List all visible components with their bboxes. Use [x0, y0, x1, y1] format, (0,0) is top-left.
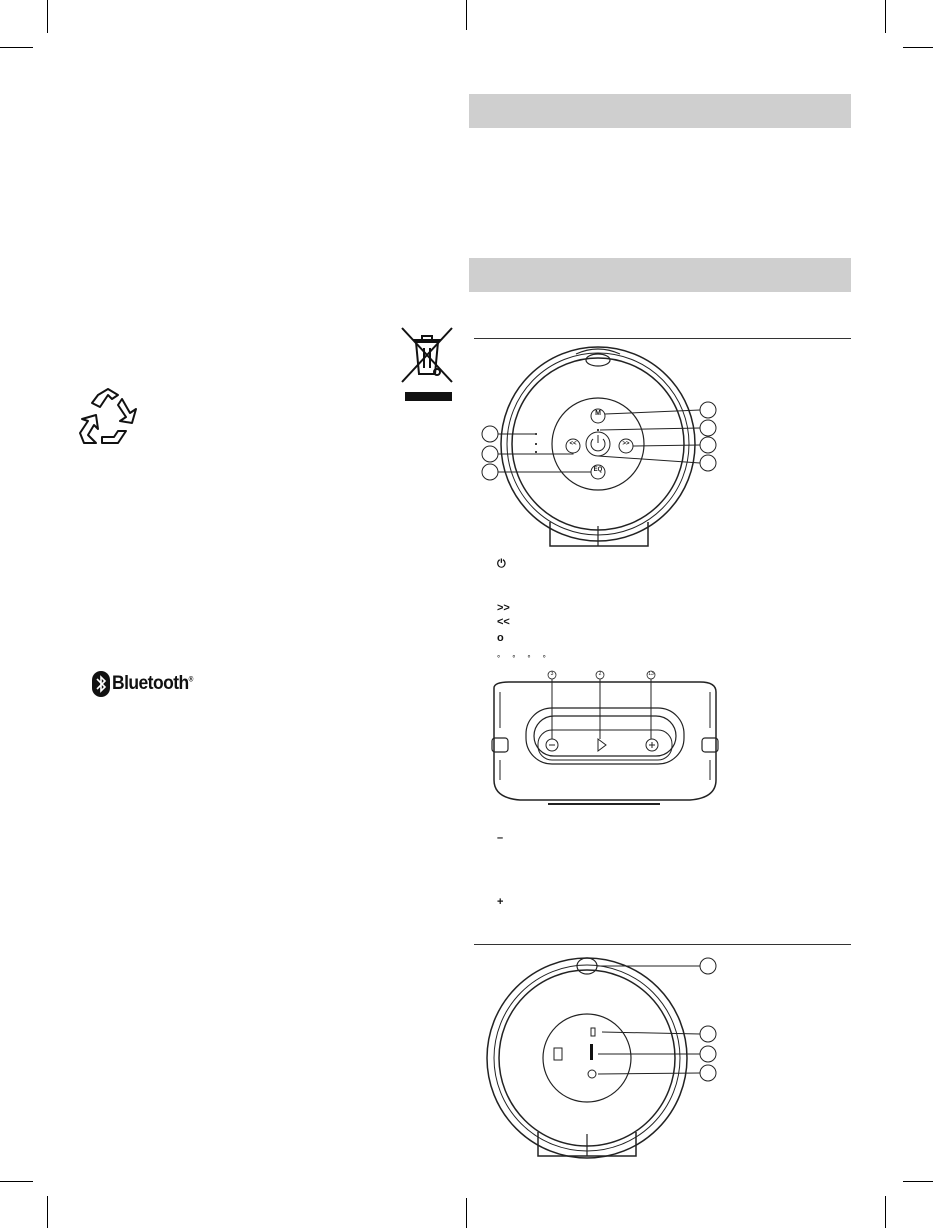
legend-power-symbol: ⏻: [497, 558, 506, 570]
section-rule: [474, 944, 851, 945]
legend-mode-symbol: o: [497, 632, 504, 644]
bluetooth-wordmark: Bluetooth®: [112, 673, 193, 694]
rear-view-diagram: [480, 952, 720, 1162]
mode-button-label: M: [595, 410, 601, 417]
side-marker-3: 13: [648, 671, 654, 677]
legend-prev-symbol: <<: [497, 616, 510, 628]
legend-next-symbol: >>: [497, 602, 510, 614]
eq-button-label: EQ: [593, 467, 603, 473]
section-header-bar: [469, 258, 851, 292]
section-rule: [474, 338, 851, 339]
side-marker-1: 3: [550, 671, 554, 677]
section-header-bar: [469, 94, 851, 128]
next-button-label: >>: [622, 441, 630, 447]
prev-button-label: <<: [569, 441, 577, 447]
legend-minus-symbol: –: [497, 832, 504, 844]
recycle-icon: [78, 387, 140, 447]
legend-dots: °°°°: [497, 654, 558, 663]
legend-plus-symbol: +: [497, 896, 504, 908]
side-marker-2: 2: [598, 671, 602, 677]
top-view-diagram: [480, 346, 720, 552]
weee-crossed-bin-icon: [398, 322, 456, 404]
bluetooth-logo: [92, 671, 110, 697]
side-view-diagram: [480, 668, 730, 808]
